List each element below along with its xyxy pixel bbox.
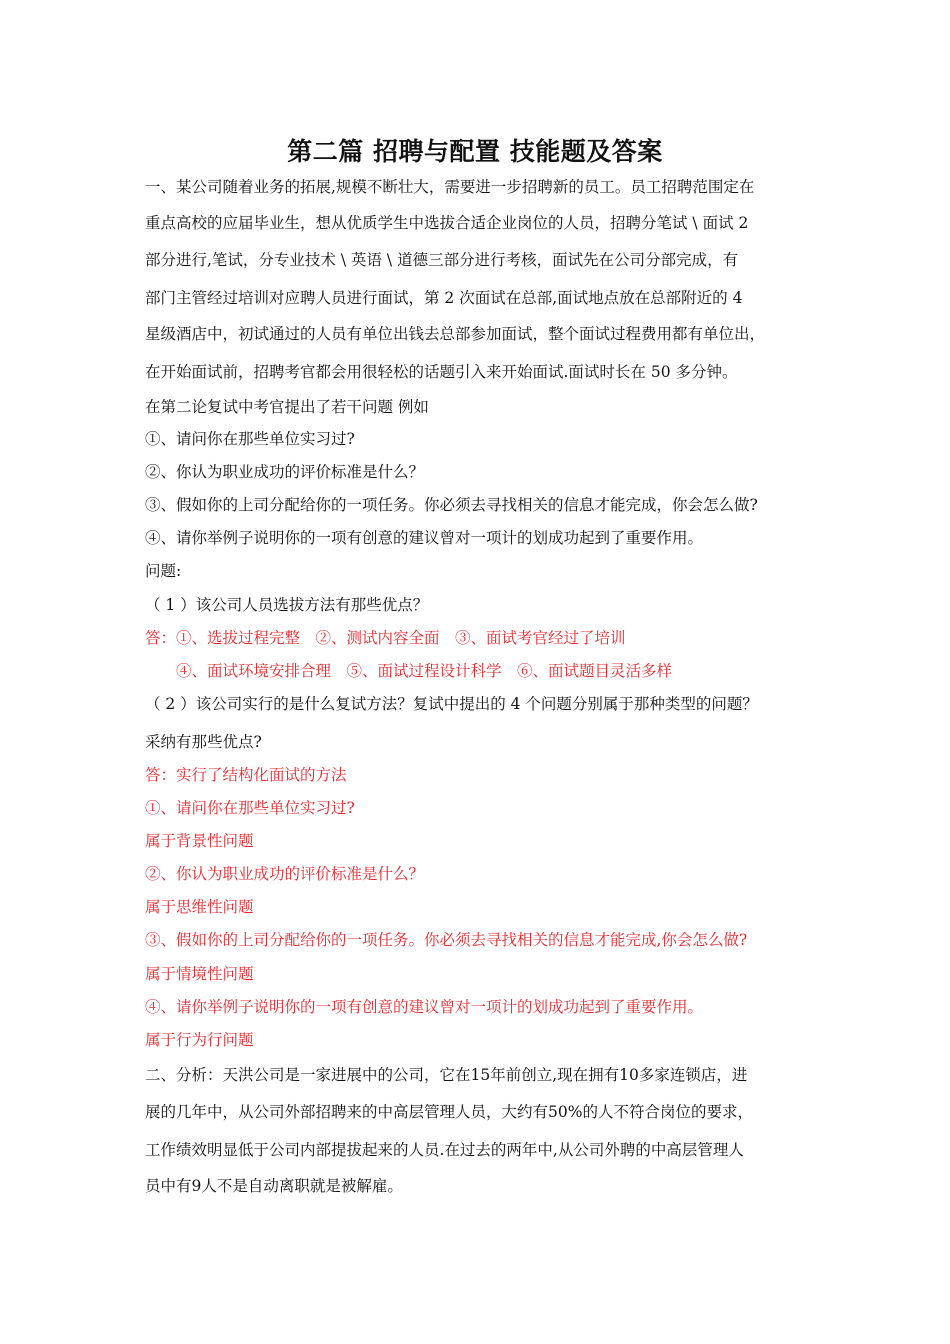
text-line: ④、请你举例子说明你的一项有创意的建议曾对一项计的划成功起到了重要作用。 bbox=[145, 529, 704, 547]
text-line: 在第二论复试中考官提出了若干问题 例如 bbox=[145, 398, 429, 416]
answer-line: 答：①、选拔过程完整 ②、测试内容全面 ③、面试考官经过了培训 bbox=[145, 629, 626, 647]
answer-line: 属于背景性问题 bbox=[145, 832, 254, 850]
text-line: 部分进行,笔试，分专业技术 \ 英语 \ 道德三部分进行考核，面试先在公司分部完成，有 bbox=[145, 251, 739, 269]
text-line: ③、假如你的上司分配给你的一项任务。你必须去寻找相关的信息才能完成，你会怎么做? bbox=[145, 496, 758, 514]
answer-line: 属于情境性问题 bbox=[145, 965, 254, 983]
text-line: 部门主管经过培训对应聘人员进行面试，第 2 次面试在总部,面试地点放在总部附近的 4 bbox=[145, 289, 743, 307]
text-line: 问题: bbox=[145, 562, 182, 580]
answer-line: ①、请问你在那些单位实习过? bbox=[145, 799, 355, 817]
answer-line: ④、请你举例子说明你的一项有创意的建议曾对一项计的划成功起到了重要作用。 bbox=[145, 998, 704, 1016]
text-line: ②、你认为职业成功的评价标准是什么？ bbox=[145, 463, 425, 481]
text-line: 员中有9人不是自动离职就是被解雇。 bbox=[145, 1177, 403, 1195]
question-line: （ 2 ）该公司实行的是什么复试方法？复试中提出的 4 个问题分别属于那种类型的问题？ bbox=[145, 695, 758, 713]
text-line: ①、请问你在那些单位实习过? bbox=[145, 430, 355, 448]
text-line: 星级酒店中，初试通过的人员有单位出钱去总部参加面试，整个面试过程费用都有单位出， bbox=[145, 325, 766, 343]
page-title: 第二篇 招聘与配置 技能题及答案 bbox=[287, 137, 663, 166]
answer-line: ④、面试环境安排合理 ⑤、面试过程设计科学 ⑥、面试题目灵活多样 bbox=[176, 662, 673, 680]
text-line: 一、某公司随着业务的拓展,规模不断壮大，需要进一步招聘新的员工。员工招聘范围定在 bbox=[145, 178, 755, 196]
answer-line: ②、你认为职业成功的评价标准是什么？ bbox=[145, 865, 425, 883]
text-line: 二、分析：天洪公司是一家进展中的公司，它在15年前创立,现在拥有10多家连锁店，进 bbox=[145, 1066, 748, 1084]
answer-line: 属于行为行问题 bbox=[145, 1031, 254, 1049]
answer-line: ③、假如你的上司分配给你的一项任务。你必须去寻找相关的信息才能完成,你会怎么做? bbox=[145, 931, 748, 949]
text-line: 采纳有那些优点? bbox=[145, 733, 262, 751]
answer-line: 属于思维性问题 bbox=[145, 898, 254, 916]
answer-line: 答：实行了结构化面试的方法 bbox=[145, 766, 347, 784]
text-line: 展的几年中，从公司外部招聘来的中高层管理人员，大约有50%的人不符合岗位的要求， bbox=[145, 1103, 753, 1121]
text-line: 在开始面试前，招聘考官都会用很轻松的话题引入来开始面试.面试时长在 50 多分钟。 bbox=[145, 363, 738, 381]
text-line: 工作绩效明显低于公司内部提拔起来的人员.在过去的两年中,从公司外聘的中高层管理人 bbox=[145, 1141, 744, 1159]
text-line: 重点高校的应届毕业生，想从优质学生中选拔合适企业岗位的人员，招聘分笔试 \ 面试 2 bbox=[145, 214, 749, 232]
question-line: （ 1 ）该公司人员选拔方法有那些优点？ bbox=[145, 596, 429, 614]
